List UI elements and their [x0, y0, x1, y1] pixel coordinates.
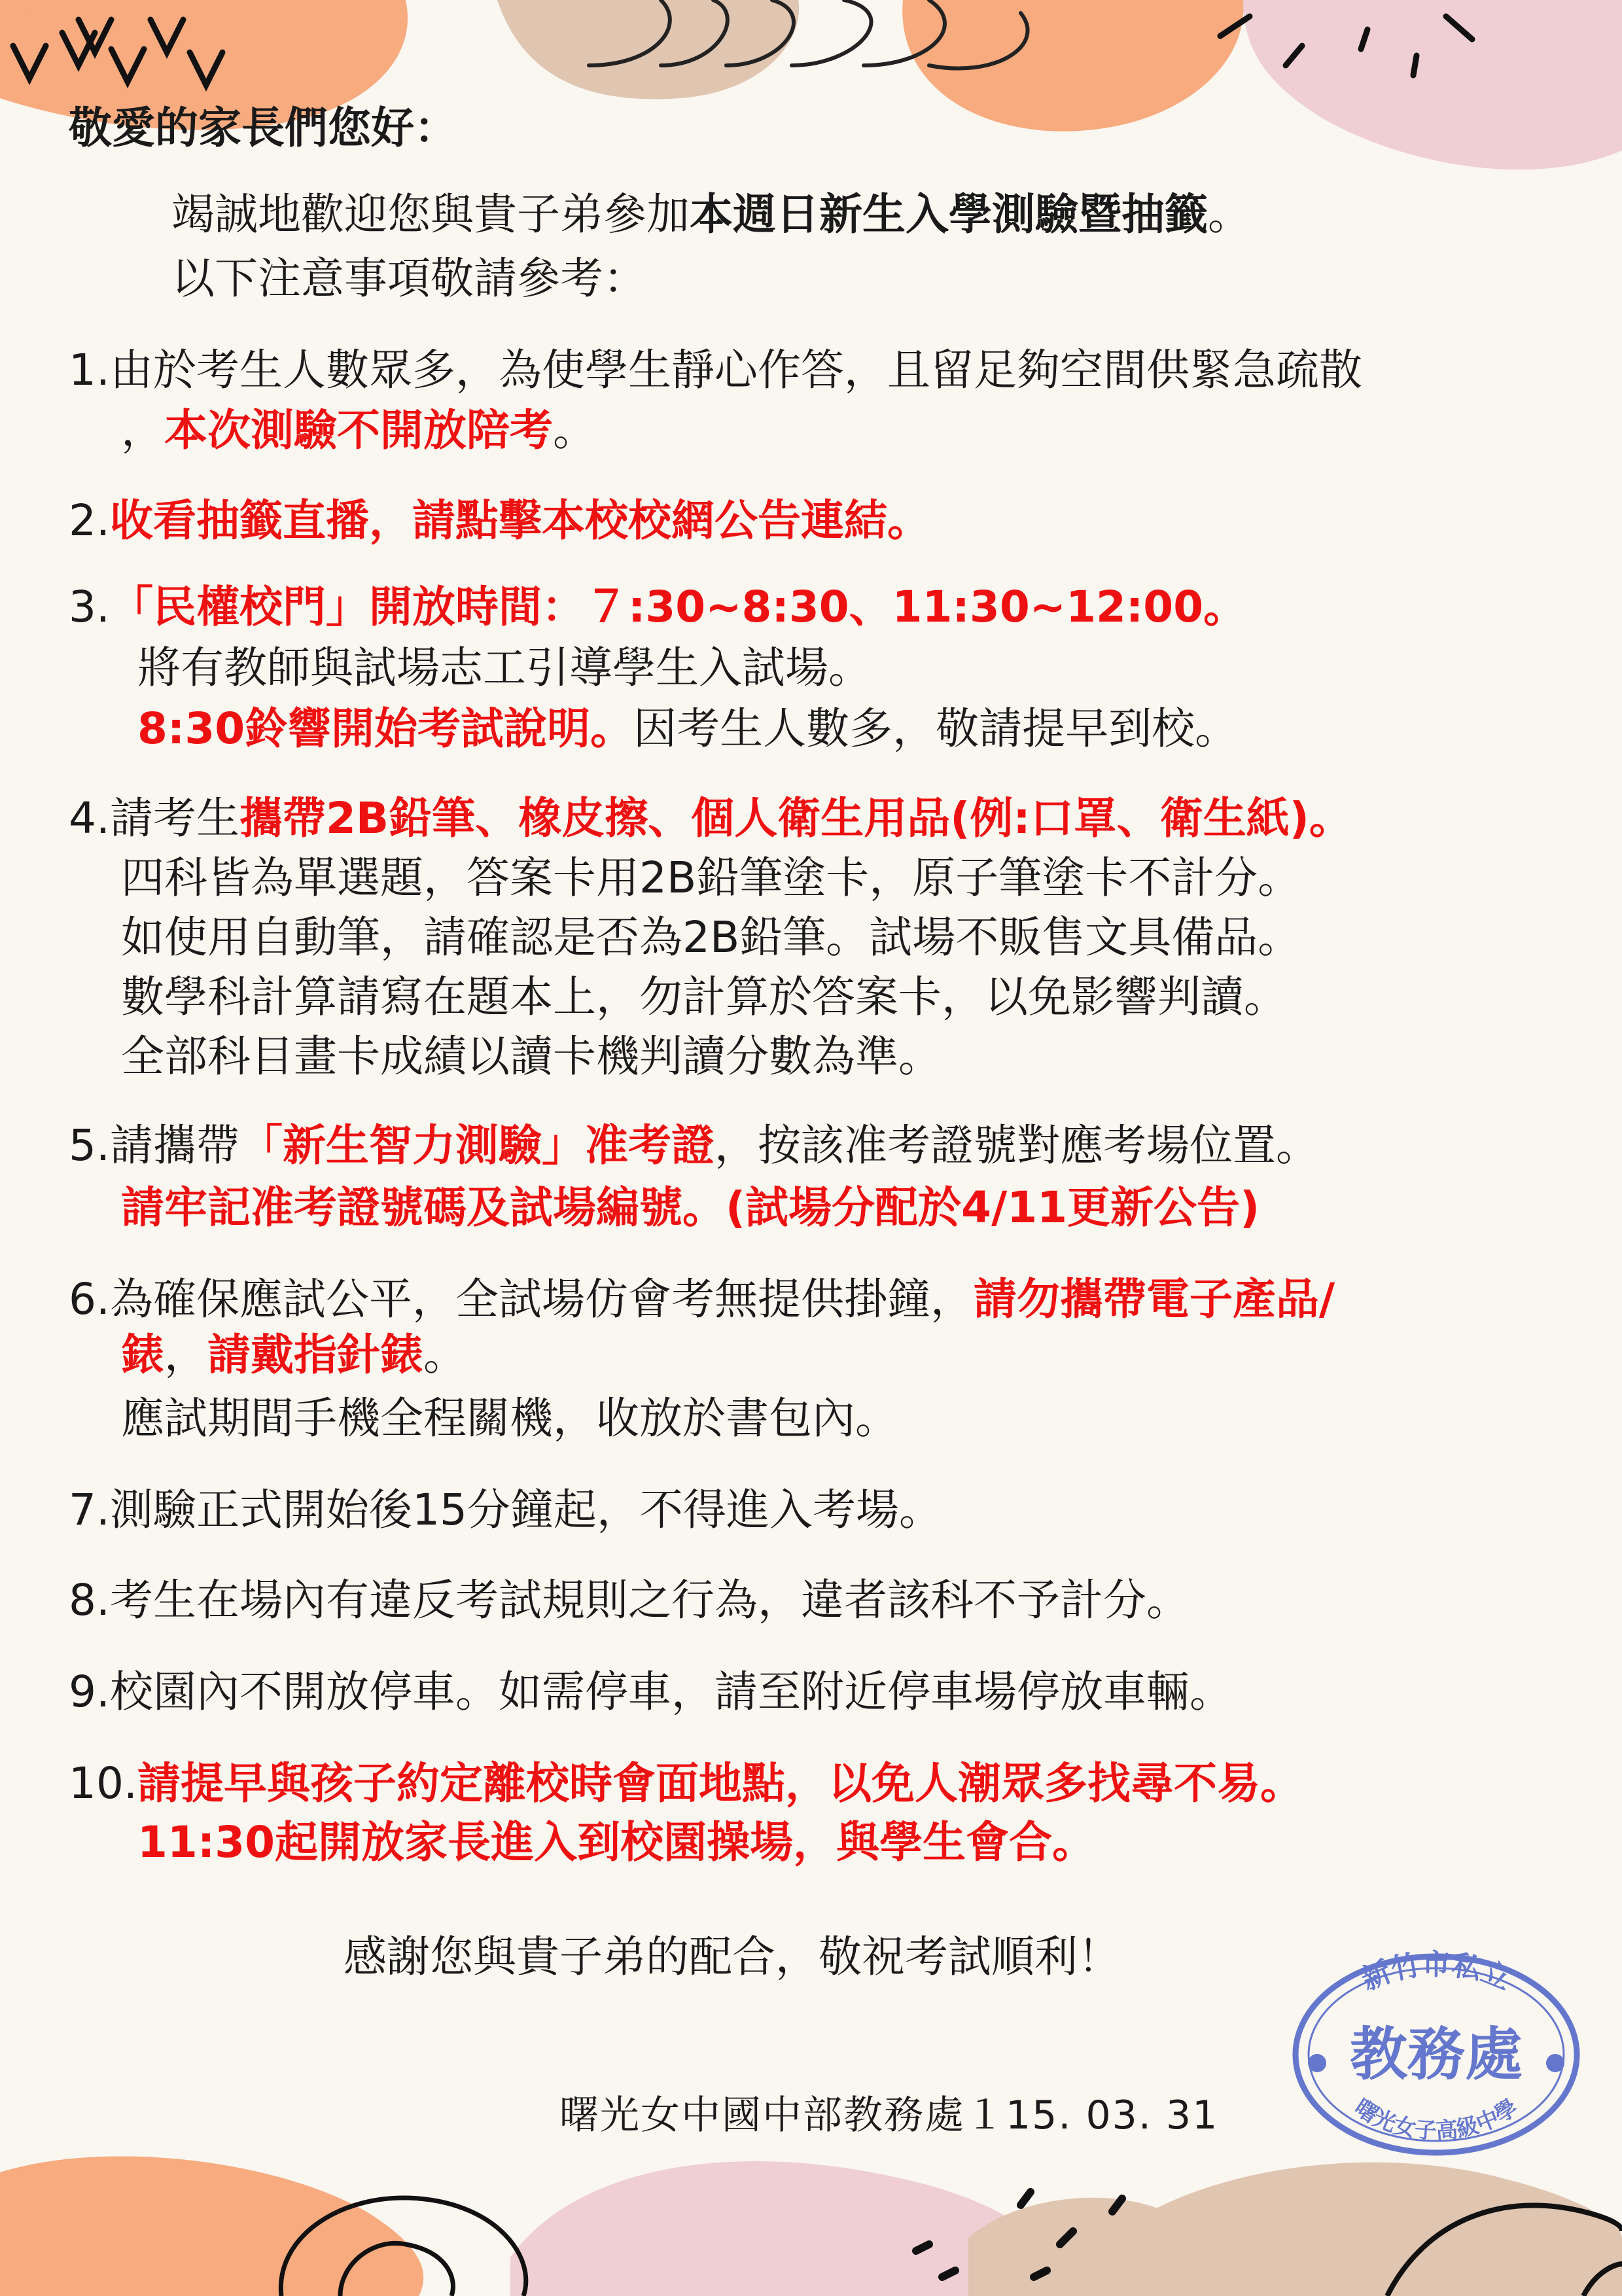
item-1-line-1: 1.由於考生人數眾多，為使學生靜心作答，且留足夠空間供緊急疏散: [69, 345, 1362, 395]
item-1-period: 。: [553, 405, 596, 455]
seal-bottom-text: 曙光女子高級中學: [1349, 2094, 1523, 2145]
closing-thanks: 感謝您與貴子弟的配合，敬祝考試順利！: [344, 1932, 1121, 1982]
item-4-line-4: 數學科計算請寫在題本上，勿計算於答案卡，以免影響判讀。: [121, 972, 1287, 1022]
item-5-lead: 5.請攜帶: [69, 1120, 239, 1171]
item-3-number: 3.: [69, 582, 110, 632]
seal-flower-icon: [1546, 2054, 1564, 2072]
intro-period: 。: [1208, 189, 1251, 239]
item-1-comma: ，: [121, 405, 164, 455]
item-3-line-1: [69, 584, 1246, 631]
greeting: 敬愛的家長們您好：: [69, 103, 457, 153]
item-3-arrive-early: 因考生人數多，敬請提早到校。: [633, 703, 1239, 754]
item-2: [69, 497, 930, 545]
item-2-number: 2.: [69, 495, 110, 546]
item-6-analog-watch: 請戴指針錶: [207, 1330, 423, 1380]
intro-line-2: 以下注意事項敬請參考：: [171, 253, 646, 304]
item-10-line-1: [69, 1760, 1303, 1808]
intro-line-1: [171, 191, 1251, 239]
item-6-no-electronics: 請勿攜帶電子產品/: [973, 1274, 1335, 1324]
svg-text:曙光女子高級中學: [1350, 2094, 1523, 2145]
seal-top-text: 新竹市私立: [1356, 1948, 1516, 1997]
seal-flower-icon: [1308, 2054, 1326, 2072]
item-5-line-1: [69, 1122, 1319, 1170]
intro-text: 竭誠地歡迎您與貴子弟參加: [171, 189, 690, 239]
item-1-emphasis: 本次測驗不開放陪考: [164, 405, 553, 455]
item-1-line-2: [121, 407, 596, 455]
item-4-line-3: 如使用自動筆，請確認是否為2B鉛筆。試場不販售文具備品。: [121, 912, 1301, 963]
item-5-admission-ticket: 「新生智力測驗」准考證: [239, 1120, 714, 1171]
item-3-line-2: 將有教師與試場志工引導學生入試場。: [137, 643, 872, 693]
signature-line: 曙光女中國中部教務處１15. 03. 31: [559, 2093, 1219, 2138]
item-6-line-1: [69, 1276, 1335, 1324]
item-10-number: 10.: [69, 1758, 137, 1809]
item-3-bell-time: 8:30鈴響開始考試說明。: [137, 703, 634, 754]
item-6-line-2: [121, 1332, 467, 1379]
item-4-line-5: 全部科目畫卡成績以讀卡機判讀分數為準。: [121, 1031, 942, 1082]
item-6-period: 。: [423, 1330, 467, 1380]
intro-event-name: 本週日新生入學測驗暨抽籤: [690, 189, 1208, 239]
item-4-lead: 4.請考生: [69, 793, 239, 843]
item-10-meeting-point: 請提早與孩子約定離校時會面地點，以免人潮眾多找尋不易。: [137, 1758, 1303, 1809]
item-4-line-2: 四科皆為單選題，答案卡用2B鉛筆塗卡，原子筆塗卡不計分。: [121, 853, 1301, 903]
item-10-line-2: 11:30起開放家長進入到校園操場，與學生會合。: [137, 1817, 1096, 1867]
item-6-watch: 錶: [121, 1330, 164, 1380]
seal-center-text: 教務處: [1349, 2020, 1523, 2088]
item-4-line-1: [69, 795, 1352, 843]
item-8: 8.考生在場內有違反考試規則之行為，違者該科不予計分。: [69, 1575, 1190, 1625]
item-2-emphasis: 收看抽籤直播，請點擊本校校網公告連結。: [109, 495, 930, 546]
item-5-line-2: 請牢記准考證號碼及試場編號。(試場分配於4/11更新公告): [121, 1182, 1260, 1233]
item-3-gate-hours: 「民權校門」開放時間：７:30~8:30、11:30~12:00。: [109, 582, 1247, 632]
item-6-lead: 6.為確保應試公平，全試場仿會考無提供掛鐘，: [69, 1274, 974, 1324]
official-seal: [1279, 1947, 1593, 2156]
item-3-line-3: [137, 705, 1238, 753]
item-6-comma: ，: [164, 1330, 207, 1380]
svg-text:新竹市私立: [1357, 1948, 1516, 1997]
item-7: 7.測驗正式開始後15分鐘起，不得進入考場。: [69, 1485, 942, 1535]
item-5-rest: ，按該准考證號對應考場位置。: [714, 1120, 1319, 1171]
item-4-supplies: 攜帶2B鉛筆、橡皮擦、個人衛生用品(例:口罩、衛生紙)。: [239, 793, 1352, 843]
item-6-line-3: 應試期間手機全程關機，收放於書包內。: [121, 1393, 898, 1443]
item-9: 9.校園內不開放停車。如需停車，請至附近停車場停放車輛。: [69, 1667, 1233, 1717]
